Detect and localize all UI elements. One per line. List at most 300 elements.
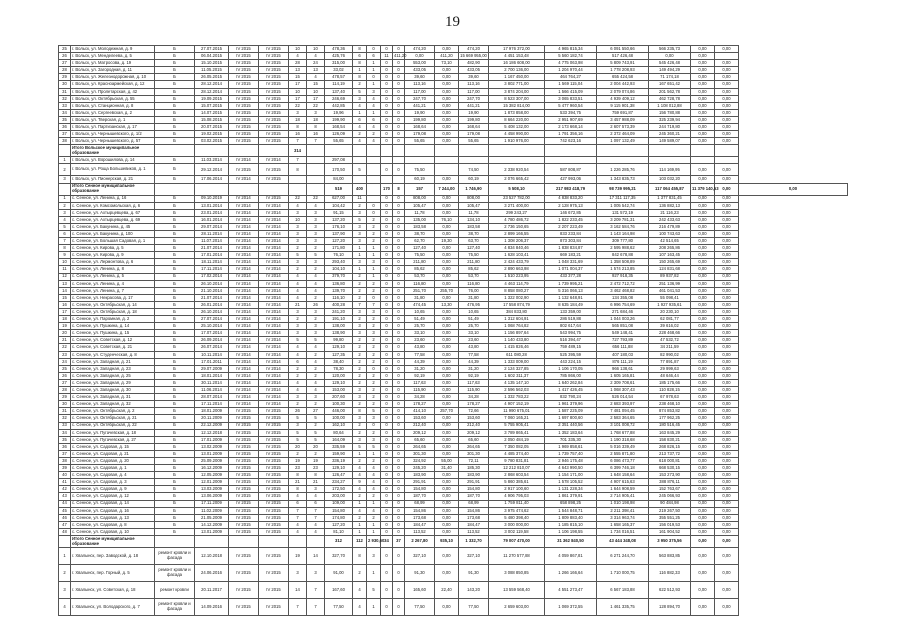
table-cell: IV 2015 bbox=[259, 124, 289, 131]
table-cell: 0 bbox=[393, 436, 405, 443]
table-cell: г. Вольск, ул. Чернышевского, д. 57 bbox=[71, 138, 155, 145]
table-cell: 21 bbox=[289, 479, 307, 486]
table-row bbox=[59, 176, 848, 183]
table-cell: 30.11.2014 bbox=[195, 379, 229, 386]
table-cell: Б bbox=[155, 351, 195, 358]
table-cell: 0,00 bbox=[715, 131, 739, 138]
table-cell: 0,00 bbox=[715, 408, 739, 415]
table-cell: 297,08 bbox=[325, 157, 353, 164]
table-cell: IV 2015 bbox=[229, 443, 259, 450]
table-cell: 3 bbox=[307, 565, 325, 582]
table-cell: 1 605 165,81 bbox=[597, 372, 649, 379]
table-cell: 0 bbox=[393, 401, 405, 408]
table-cell bbox=[367, 164, 381, 176]
table-cell: 0 bbox=[381, 507, 393, 514]
table-cell: 63,70 bbox=[459, 238, 489, 245]
table-cell: 31 bbox=[59, 408, 71, 415]
table-cell: 2 bbox=[353, 493, 367, 500]
table-cell: 17 558 874,79 bbox=[489, 301, 545, 308]
table-row bbox=[59, 245, 848, 252]
table-cell: с. Сенное, ул. Садовая, д. 3 bbox=[71, 479, 155, 486]
table-cell: 6 271 244,70 bbox=[597, 548, 649, 565]
table-cell: 0,00 bbox=[715, 422, 739, 429]
table-cell: 0,00 bbox=[691, 67, 715, 74]
table-cell: 0,00 bbox=[691, 429, 715, 436]
table-cell: 10 bbox=[289, 46, 307, 53]
table-cell: 4 bbox=[307, 379, 325, 386]
table-cell: 935,10 bbox=[435, 536, 459, 548]
table-cell: 0,00 bbox=[691, 337, 715, 344]
table-cell: 26.10.2014 bbox=[195, 280, 229, 287]
table-cell: 0,00 bbox=[691, 344, 715, 351]
table-row bbox=[59, 195, 848, 202]
table-cell: 1 bbox=[353, 67, 367, 74]
table-cell: 43,80 bbox=[459, 344, 489, 351]
table-cell: 1 106 198,55 bbox=[545, 528, 597, 535]
table-cell: г. Хвалынск, пер. Заводской, д. 18 bbox=[71, 548, 155, 565]
table-cell: 62,70 bbox=[405, 238, 435, 245]
table-cell: 1 791 356,16 bbox=[545, 131, 597, 138]
table-cell: 3 bbox=[289, 223, 307, 230]
table-cell: IV 2014 bbox=[259, 379, 289, 386]
table-cell: 0,00 bbox=[715, 209, 739, 216]
table-cell: Б bbox=[155, 472, 195, 479]
table-cell: 1 bbox=[353, 266, 367, 273]
table-cell: 0,00 bbox=[691, 273, 715, 280]
table-cell: 34,28 bbox=[405, 394, 435, 401]
table-cell: 0,00 bbox=[715, 294, 739, 301]
table-cell: 34 211,59 bbox=[649, 344, 691, 351]
table-cell: Б bbox=[155, 202, 195, 209]
table-cell: IV 2015 bbox=[229, 436, 259, 443]
table-cell: 2 583 364,65 bbox=[597, 415, 649, 422]
table-cell: 0,00 bbox=[691, 548, 715, 565]
table-cell bbox=[353, 176, 367, 183]
table-cell: IV 2014 bbox=[229, 266, 259, 273]
table-cell: 0 bbox=[393, 102, 405, 109]
table-cell: IV 2015 bbox=[229, 565, 259, 582]
table-cell: 3 bbox=[367, 259, 381, 266]
table-cell: 433,05 bbox=[459, 67, 489, 74]
table-cell: 114,19 bbox=[325, 81, 353, 88]
table-cell: 17.02.2014 bbox=[195, 273, 229, 280]
table-cell: 247,70 bbox=[459, 95, 489, 102]
table-cell: 0,00 bbox=[691, 408, 715, 415]
table-cell: 116,80 bbox=[459, 280, 489, 287]
table-cell: IV 2015 bbox=[259, 500, 289, 507]
table-cell: 0,00 bbox=[691, 209, 715, 216]
table-cell: IV 2015 bbox=[229, 429, 259, 436]
table-cell: 587 808,87 bbox=[545, 164, 597, 176]
table-cell: 0 bbox=[381, 273, 393, 280]
table-cell: 2 211 398,41 bbox=[597, 507, 649, 514]
table-cell: 10 bbox=[307, 46, 325, 53]
table-cell: г. Вольск, ул. Октябрьская, д. 55 bbox=[71, 95, 155, 102]
table-cell: 0 bbox=[393, 230, 405, 237]
table-cell: 5 bbox=[353, 164, 367, 176]
table-cell: 874 853,82 bbox=[649, 408, 691, 415]
table-cell: 0 bbox=[381, 209, 393, 216]
table-cell: 0 bbox=[393, 95, 405, 102]
table-cell: 0,00 bbox=[715, 472, 739, 479]
table-cell: 3 bbox=[289, 394, 307, 401]
table-cell bbox=[367, 157, 381, 164]
table-row bbox=[59, 472, 848, 479]
table-cell: 15 bbox=[307, 81, 325, 88]
table-cell: 16 186 608,00 bbox=[489, 60, 545, 67]
table-cell: 0,00 bbox=[715, 365, 739, 372]
table-cell: IV 2014 bbox=[229, 379, 259, 386]
table-cell: 2 bbox=[367, 358, 381, 365]
table-cell: 2 bbox=[307, 401, 325, 408]
table-cell: 8 bbox=[289, 164, 307, 176]
table-cell: 213 737,72 bbox=[649, 450, 691, 457]
table-cell: 0,00 bbox=[435, 74, 459, 81]
table-cell bbox=[307, 536, 325, 548]
table-total-row bbox=[59, 183, 848, 195]
table-cell: 516 394,47 bbox=[545, 337, 597, 344]
table-cell: 184,47 bbox=[459, 521, 489, 528]
table-row bbox=[59, 259, 848, 266]
table-cell: 2 bbox=[353, 273, 367, 280]
table-cell: IV 2015 bbox=[229, 450, 259, 457]
table-cell: 3 065 833,51 bbox=[545, 95, 597, 102]
table-cell: 0 bbox=[393, 351, 405, 358]
table-cell: 0,00 bbox=[435, 599, 459, 616]
table-cell: 6 bbox=[307, 500, 325, 507]
table-cell: 3 bbox=[367, 309, 381, 316]
table-cell: 0 bbox=[381, 116, 393, 123]
table-cell: 11 bbox=[353, 195, 367, 202]
table-cell bbox=[545, 157, 597, 164]
table-cell: 20 230,10 bbox=[649, 309, 691, 316]
table-cell bbox=[229, 536, 259, 548]
table-cell: IV 2014 bbox=[229, 316, 259, 323]
table-row bbox=[59, 164, 848, 176]
table-cell: 109,00 bbox=[325, 500, 353, 507]
table-row bbox=[59, 266, 848, 273]
table-row bbox=[59, 436, 848, 443]
table-cell: 17.07.2014 bbox=[195, 330, 229, 337]
table-cell: 129,10 bbox=[325, 344, 353, 351]
table-cell bbox=[229, 145, 259, 157]
table-cell: 566 235,73 bbox=[649, 46, 691, 53]
table-cell: IV 2015 bbox=[259, 486, 289, 493]
table-cell: 0 bbox=[381, 548, 393, 565]
table-cell: IV 2014 bbox=[259, 238, 289, 245]
table-cell: 433 377,28 bbox=[545, 273, 597, 280]
table-cell: 0 bbox=[381, 124, 393, 131]
table-cell: 246,69 bbox=[325, 95, 353, 102]
table-cell: 476,95 bbox=[459, 301, 489, 308]
table-cell: с. Сенное, ул. Ленина, д. 16 bbox=[71, 195, 155, 202]
table-cell: 0 bbox=[393, 330, 405, 337]
table-cell: 2 bbox=[353, 280, 367, 287]
table-cell: 1 778 208,93 bbox=[597, 67, 649, 74]
table-cell: Б bbox=[155, 280, 195, 287]
table-cell: 1 322 002,90 bbox=[489, 294, 545, 301]
table-row bbox=[59, 223, 848, 230]
table-cell: 5 bbox=[289, 429, 307, 436]
table-row bbox=[59, 486, 848, 493]
table-cell bbox=[289, 183, 307, 195]
table-cell: 785 866,00 bbox=[545, 372, 597, 379]
table-cell: с. Сенное, ул. Западная, д. 32 bbox=[71, 401, 155, 408]
table-cell: 251,70 bbox=[405, 287, 435, 294]
table-cell: 2 128 975,13 bbox=[545, 202, 597, 209]
table-cell: 238 468,10 bbox=[649, 401, 691, 408]
table-cell: 0,00 bbox=[715, 337, 739, 344]
table-cell: 5 bbox=[307, 337, 325, 344]
table-cell: 3 bbox=[307, 259, 325, 266]
table-cell: IV 2015 bbox=[259, 457, 289, 464]
table-cell: 2 951 907,69 bbox=[545, 116, 597, 123]
table-cell: 0,00 bbox=[435, 394, 459, 401]
table-cell: 2 bbox=[353, 365, 367, 372]
table-cell: 60,19 bbox=[459, 176, 489, 183]
table-cell: 0,00 bbox=[691, 109, 715, 116]
table-cell: IV 2015 bbox=[259, 164, 289, 176]
table-cell: IV 2015 bbox=[259, 479, 289, 486]
table-cell: 0,00 bbox=[691, 202, 715, 209]
table-cell: 2 bbox=[59, 202, 71, 209]
table-cell: 8 bbox=[307, 124, 325, 131]
table-cell: 0 bbox=[381, 486, 393, 493]
table-cell: 0 bbox=[393, 259, 405, 266]
table-cell: 48 646,44 bbox=[649, 372, 691, 379]
table-cell: 0 bbox=[381, 294, 393, 301]
table-cell: 8 bbox=[353, 46, 367, 53]
table-cell: 91,00 bbox=[325, 565, 353, 582]
table-cell: 47 532,72 bbox=[649, 337, 691, 344]
table-cell bbox=[489, 145, 545, 157]
table-cell: 2 714 905,41 bbox=[597, 493, 649, 500]
table-cell: 21 116,23 bbox=[649, 209, 691, 216]
table-cell: 2 bbox=[353, 514, 367, 521]
table-cell: 6 bbox=[289, 358, 307, 365]
table-cell: 0,00 bbox=[715, 330, 739, 337]
table-cell: 60,19 bbox=[405, 176, 435, 183]
table-cell bbox=[59, 536, 71, 548]
table-cell: 3 789 865,41 bbox=[489, 429, 545, 436]
table-cell: IV 2015 bbox=[259, 465, 289, 472]
table-cell: 6 bbox=[59, 230, 71, 237]
table-cell: 0,00 bbox=[715, 443, 739, 450]
table-cell: 0,00 bbox=[435, 88, 459, 95]
table-cell: IV 2015 bbox=[259, 565, 289, 582]
table-cell: 28.11.2014 bbox=[195, 230, 229, 237]
table-cell: 2 bbox=[307, 450, 325, 457]
table-cell: 4 838 833,20 bbox=[545, 195, 597, 202]
table-cell: IV 2014 bbox=[229, 309, 259, 316]
table-cell: 0 bbox=[367, 74, 381, 81]
table-cell: с. Сенное, ул. Кирова, д. 9 bbox=[71, 252, 155, 259]
table-cell: 18 bbox=[307, 116, 325, 123]
table-cell: 2 bbox=[367, 238, 381, 245]
table-cell: 172,50 bbox=[325, 486, 353, 493]
table-cell: 68,99 bbox=[459, 500, 489, 507]
table-cell: 150 265,69 bbox=[649, 259, 691, 266]
table-cell: 0 bbox=[381, 46, 393, 53]
table-cell: Б bbox=[155, 238, 195, 245]
table-cell: 7 244,00 bbox=[435, 183, 459, 195]
table-cell: 4 bbox=[353, 138, 367, 145]
table-cell: 1 bbox=[367, 500, 381, 507]
table-cell: 33,10 bbox=[459, 330, 489, 337]
table-cell: 16 bbox=[289, 131, 307, 138]
table-cell: 27.07.2014 bbox=[195, 316, 229, 323]
table-row bbox=[59, 457, 848, 464]
table-cell: с. Сенное, ул. Пугачевская, д. 27 bbox=[71, 436, 155, 443]
table-cell: 0 bbox=[393, 358, 405, 365]
table-cell: с. Сенное, ул. Ленина, д. 5 bbox=[71, 273, 155, 280]
table-cell: IV 2015 bbox=[259, 195, 289, 202]
table-cell: 0 bbox=[393, 429, 405, 436]
table-cell: 0,00 bbox=[435, 493, 459, 500]
table-cell bbox=[229, 183, 259, 195]
table-cell: 91,30 bbox=[405, 565, 435, 582]
table-cell: 0,00 bbox=[435, 245, 459, 252]
table-cell: 876 111,19 bbox=[597, 358, 649, 365]
table-cell: Б bbox=[155, 309, 195, 316]
table-cell: 23,60 bbox=[459, 337, 489, 344]
table-cell: IV 2015 bbox=[229, 457, 259, 464]
table-cell: 3 bbox=[353, 230, 367, 237]
table-cell: 23 bbox=[289, 465, 307, 472]
table-cell: 46 bbox=[59, 514, 71, 521]
table-cell: 0,00 bbox=[435, 176, 459, 183]
table-cell: IV 2014 bbox=[259, 259, 289, 266]
table-cell: г. Вольск, ул. Железнодорожная, д. 10 bbox=[71, 74, 155, 81]
table-cell: 25,70 bbox=[459, 323, 489, 330]
table-cell: 115,90 bbox=[459, 387, 489, 394]
table-cell: с. Сенное, ул. Октябрьская, д. 14 bbox=[71, 301, 155, 308]
table-cell: 1 bbox=[59, 548, 71, 565]
table-cell: 701 335,30 bbox=[545, 436, 597, 443]
table-cell: 0 bbox=[393, 74, 405, 81]
table-cell: IV 2015 bbox=[259, 493, 289, 500]
table-cell: 158 830,21 bbox=[649, 436, 691, 443]
table-cell: 4 bbox=[289, 294, 307, 301]
table-cell: 0,00 bbox=[691, 528, 715, 535]
table-cell: 211,80 bbox=[459, 259, 489, 266]
table-cell: 77,58 bbox=[459, 351, 489, 358]
table-cell: 15.08.2015 bbox=[195, 116, 229, 123]
table-cell: 23 bbox=[59, 351, 71, 358]
table-cell: 4 907 615,63 bbox=[597, 479, 649, 486]
table-cell: 461 041,53 bbox=[649, 287, 691, 294]
table-cell: 14.09.2016 bbox=[195, 599, 229, 616]
table-row bbox=[59, 528, 848, 535]
table-cell: IV 2014 bbox=[259, 223, 289, 230]
table-cell: IV 2015 bbox=[259, 408, 289, 415]
table-cell bbox=[545, 145, 597, 157]
table-cell: г. Хвалынск, пер. Горный, д. 5 bbox=[71, 565, 155, 582]
table-cell: 0 bbox=[381, 429, 393, 436]
table-cell: 174,80 bbox=[325, 514, 353, 521]
table-cell: 29.12.2014 bbox=[195, 164, 229, 176]
table-row bbox=[59, 479, 848, 486]
table-cell: 808,00 bbox=[459, 195, 489, 202]
table-cell: 24.06.2016 bbox=[195, 565, 229, 582]
table-row bbox=[59, 337, 848, 344]
table-cell: 0 bbox=[381, 387, 393, 394]
table-cell: 0 bbox=[381, 582, 393, 599]
table-cell: 241,20 bbox=[325, 309, 353, 316]
table-cell: IV 2015 bbox=[229, 102, 259, 109]
table-cell: 26 bbox=[59, 53, 71, 60]
table-cell: 0,00 bbox=[691, 287, 715, 294]
table-cell: 178,27 bbox=[459, 401, 489, 408]
table-cell: 7 bbox=[307, 599, 325, 616]
table-cell: 0,00 bbox=[435, 507, 459, 514]
table-cell: 427 993,06 bbox=[545, 176, 597, 183]
table-cell: 3 bbox=[59, 209, 71, 216]
table-cell: 4 bbox=[307, 287, 325, 294]
table-cell: Б bbox=[155, 67, 195, 74]
table-cell: 2 207 223,49 bbox=[545, 223, 597, 230]
table-cell: 219 267,50 bbox=[649, 507, 691, 514]
table-cell: 134 355,08 bbox=[597, 294, 649, 301]
table-cell: 3 bbox=[289, 230, 307, 237]
table-cell: 154,80 bbox=[325, 507, 353, 514]
table-cell: 4 bbox=[307, 358, 325, 365]
table-cell: 185 175,66 bbox=[649, 379, 691, 386]
table-cell: 26 bbox=[307, 301, 325, 308]
table-cell: 22 bbox=[307, 102, 325, 109]
table-cell: г. Вольск, ул. Молодежная, д. 9 bbox=[71, 46, 155, 53]
table-cell: 0 bbox=[381, 394, 393, 401]
table-cell: 2 bbox=[353, 422, 367, 429]
table-cell: IV 2015 bbox=[229, 53, 259, 60]
table-cell: 74,50 bbox=[459, 164, 489, 176]
table-cell: 38 bbox=[59, 138, 71, 145]
table-cell: 3 457 988,09 bbox=[597, 116, 649, 123]
table-cell: IV 2015 bbox=[229, 472, 259, 479]
table-row bbox=[59, 507, 848, 514]
table-cell: 0 bbox=[393, 507, 405, 514]
table-cell: IV 2014 bbox=[229, 273, 259, 280]
table-cell: 0 bbox=[393, 202, 405, 209]
table-row bbox=[59, 230, 848, 237]
table-cell: 658 898,25 bbox=[545, 500, 597, 507]
table-cell: 1 bbox=[367, 109, 381, 116]
table-cell: 7 bbox=[289, 157, 307, 164]
table-cell: 802 617,64 bbox=[545, 323, 597, 330]
table-cell: Б bbox=[155, 223, 195, 230]
table-cell: 22 bbox=[289, 102, 307, 109]
table-cell: 10 bbox=[59, 259, 71, 266]
table-cell: 0,00 bbox=[691, 280, 715, 287]
table-cell: Б bbox=[155, 131, 195, 138]
table-cell: 26 bbox=[59, 372, 71, 379]
table-cell: 2 bbox=[367, 323, 381, 330]
table-cell: 1 358 508,89 bbox=[597, 259, 649, 266]
table-cell: 5 480 398,40 bbox=[489, 514, 545, 521]
table-cell: 0,00 bbox=[715, 116, 739, 123]
table-cell: 15 bbox=[59, 294, 71, 301]
table-cell: IV 2014 bbox=[229, 294, 259, 301]
table-cell: 4 bbox=[289, 493, 307, 500]
table-cell: 30 bbox=[59, 401, 71, 408]
table-cell: 127,20 bbox=[325, 521, 353, 528]
table-cell: 0,00 bbox=[715, 138, 739, 145]
table-cell: 2 bbox=[367, 344, 381, 351]
table-cell: 0 bbox=[393, 131, 405, 138]
table-cell: Б bbox=[155, 401, 195, 408]
table-cell: 99,80 bbox=[325, 337, 353, 344]
table-cell: 4 bbox=[367, 138, 381, 145]
